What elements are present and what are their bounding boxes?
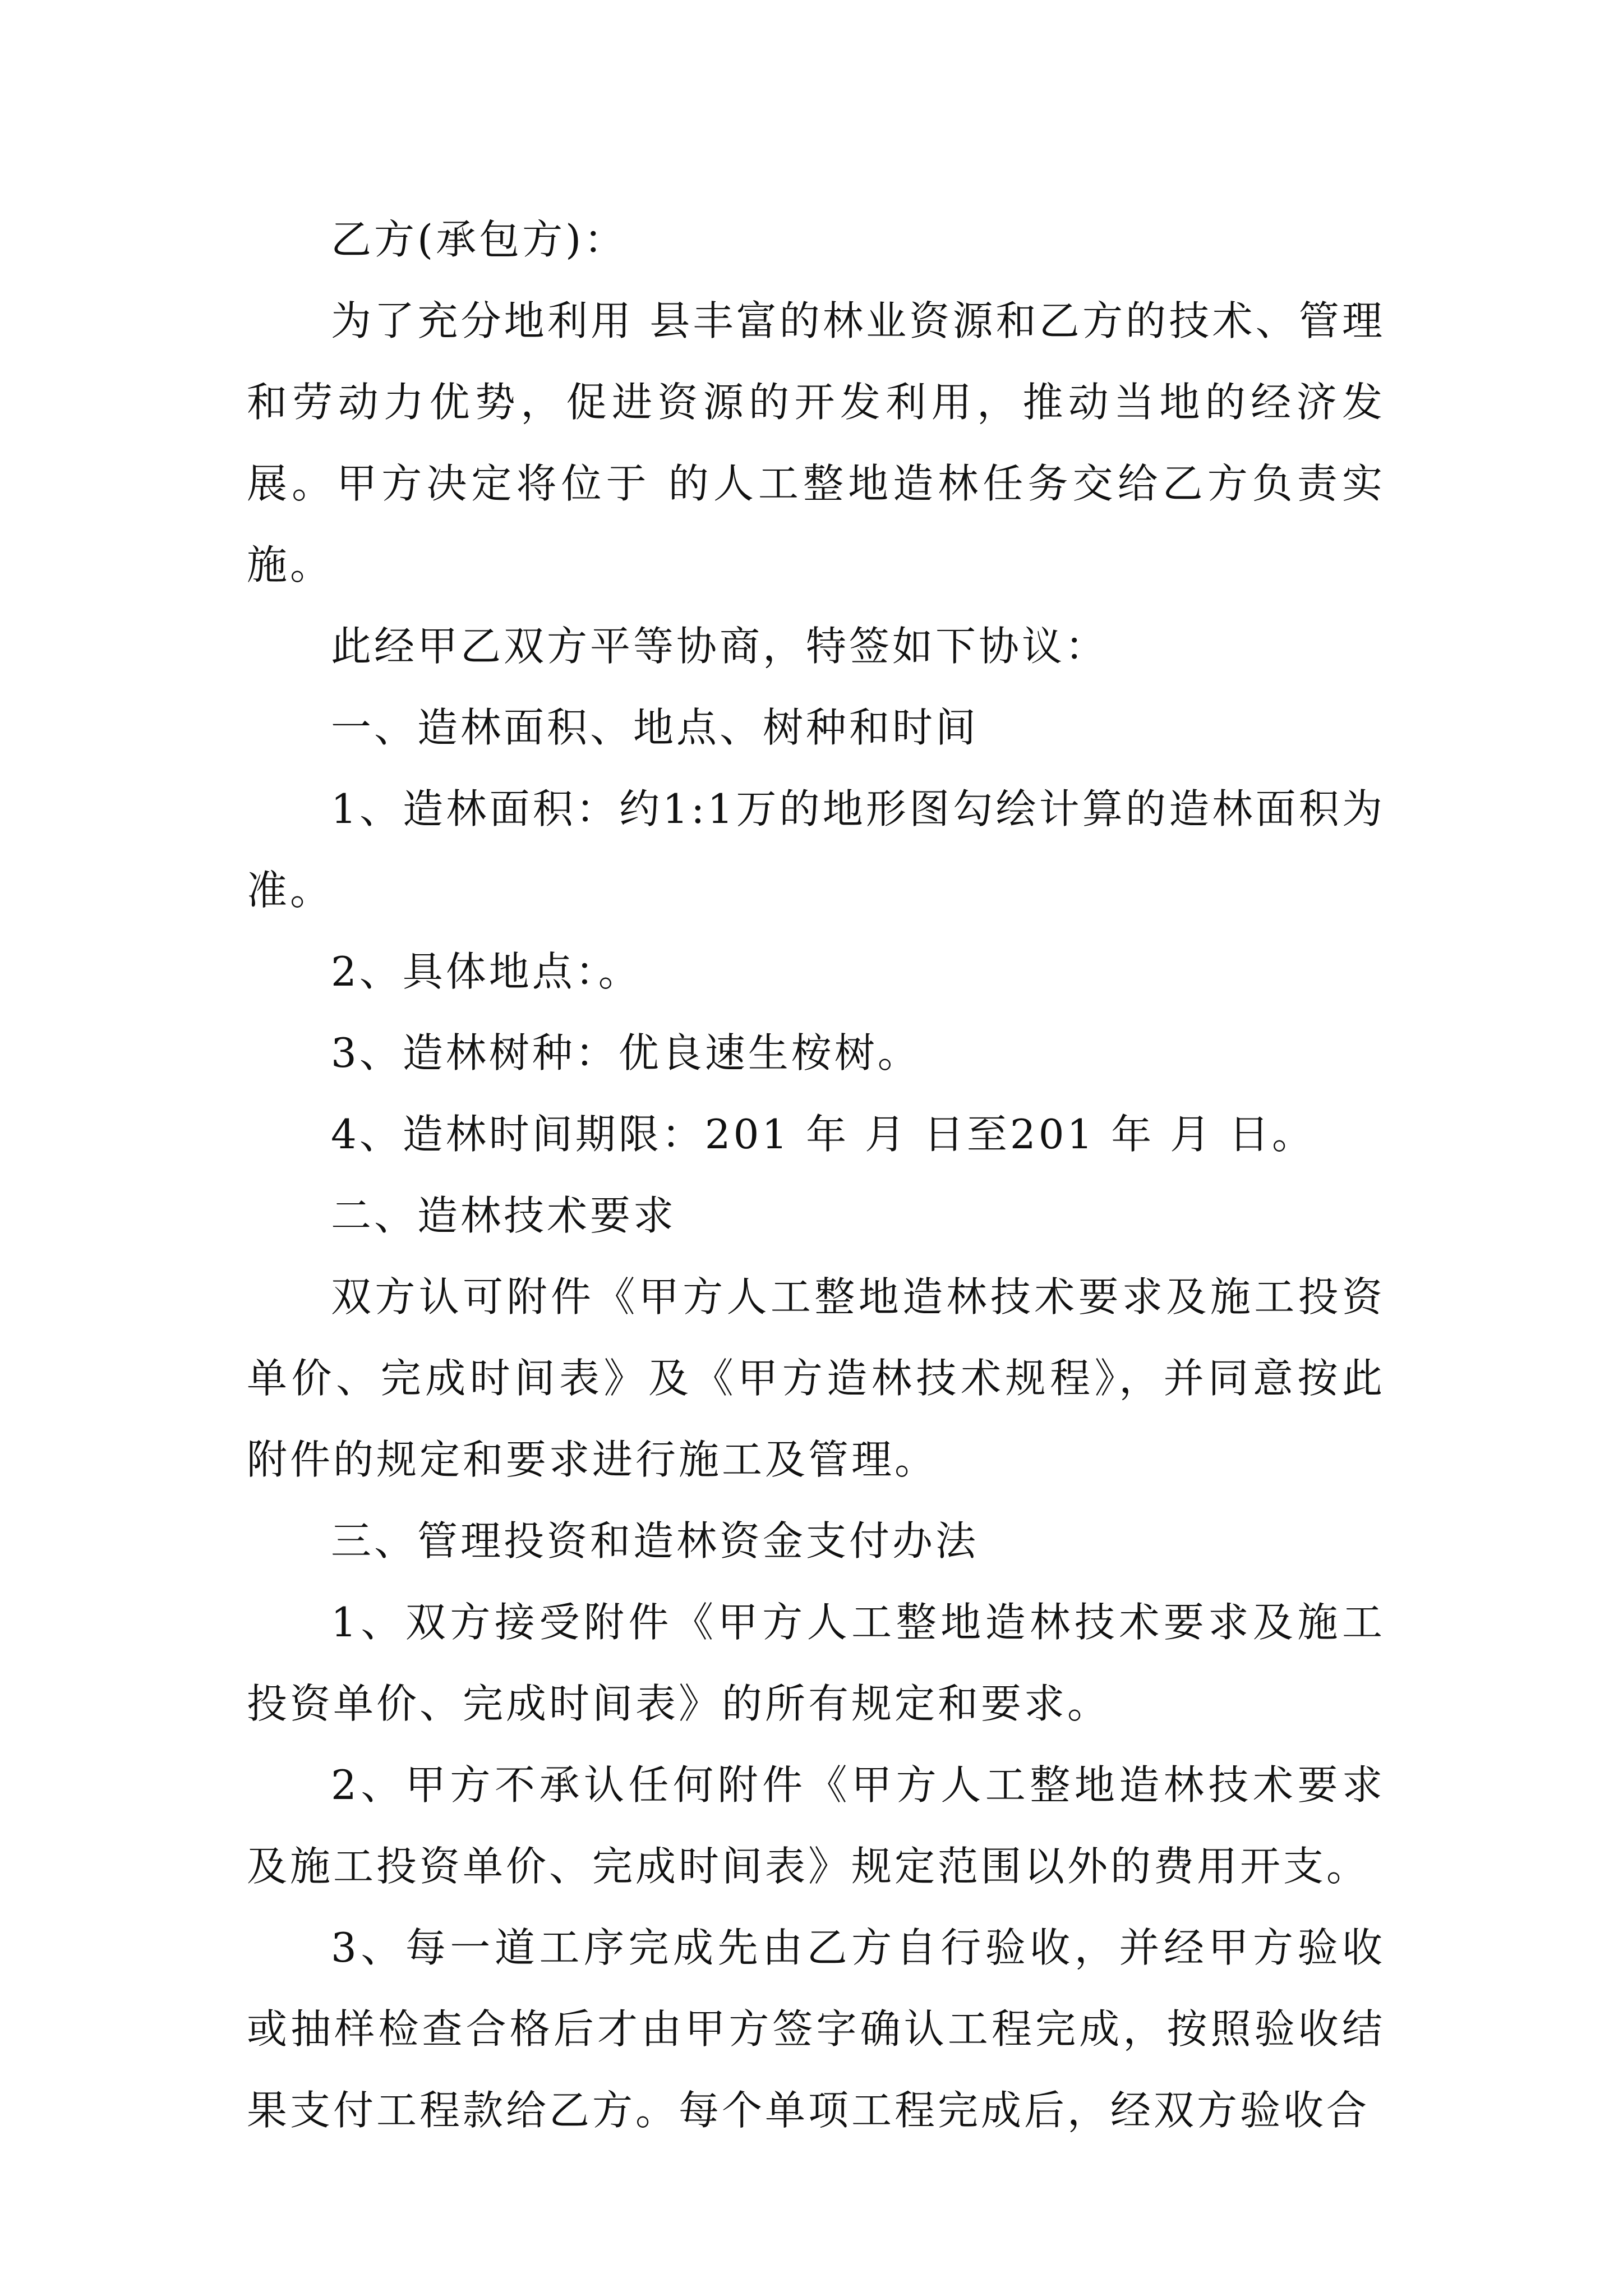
clause-1-3: 3、造林树种：优良速生桉树。 bbox=[331, 1029, 921, 1076]
section-heading-2: 二、造林技术要求 bbox=[331, 1192, 677, 1239]
section-heading-3: 三、管理投资和造林资金支付办法 bbox=[331, 1517, 979, 1565]
section-heading-1: 一、造林面积、地点、树种和时间 bbox=[331, 704, 979, 751]
clause-3-3: 3、每一道工序完成先由乙方自行验收，并经甲方验收或抽样检查合格后才由甲方签字确认工程完成，按照验收结果支付工程款给乙方。每个单项工程完成后，经双方验收合 bbox=[247, 1924, 1385, 2134]
clause-1-1: 1、造林面积：约1:1万的地形图勾绘计算的造林面积为准。 bbox=[247, 785, 1385, 914]
party-b-line: 乙方(承包方)： bbox=[331, 216, 628, 263]
purpose-paragraph: 为了充分地利用 县丰富的林业资源和乙方的技术、管理和劳动力优势，促进资源的开发利用，推动当地的经济发展。甲方决定将位于 的人工整地造林任务交给乙方负责实施。 bbox=[247, 297, 1385, 588]
clause-3-1: 1、双方接受附件《甲方人工整地造林技术要求及施工投资单价、完成时间表》的所有规定和要求。 bbox=[247, 1599, 1385, 1727]
document-body bbox=[247, 199, 1385, 2151]
clause-2-text: 双方认可附件《甲方人工整地造林技术要求及施工投资单价、完成时间表》及《甲方造林技术规程》，并同意按此附件的规定和要求进行施工及管理。 bbox=[247, 1273, 1385, 1483]
agreement-intro: 此经甲乙双方平等协商，特签如下协议： bbox=[331, 623, 1109, 670]
clause-1-2: 2、具体地点：。 bbox=[331, 948, 642, 995]
clause-1-4: 4、造林时间期限：201 年 月 日至201 年 月 日。 bbox=[331, 1111, 1315, 1158]
clause-3-2: 2、甲方不承认任何附件《甲方人工整地造林技术要求及施工投资单价、完成时间表》规定范围以外的费用开支。 bbox=[247, 1761, 1385, 1890]
